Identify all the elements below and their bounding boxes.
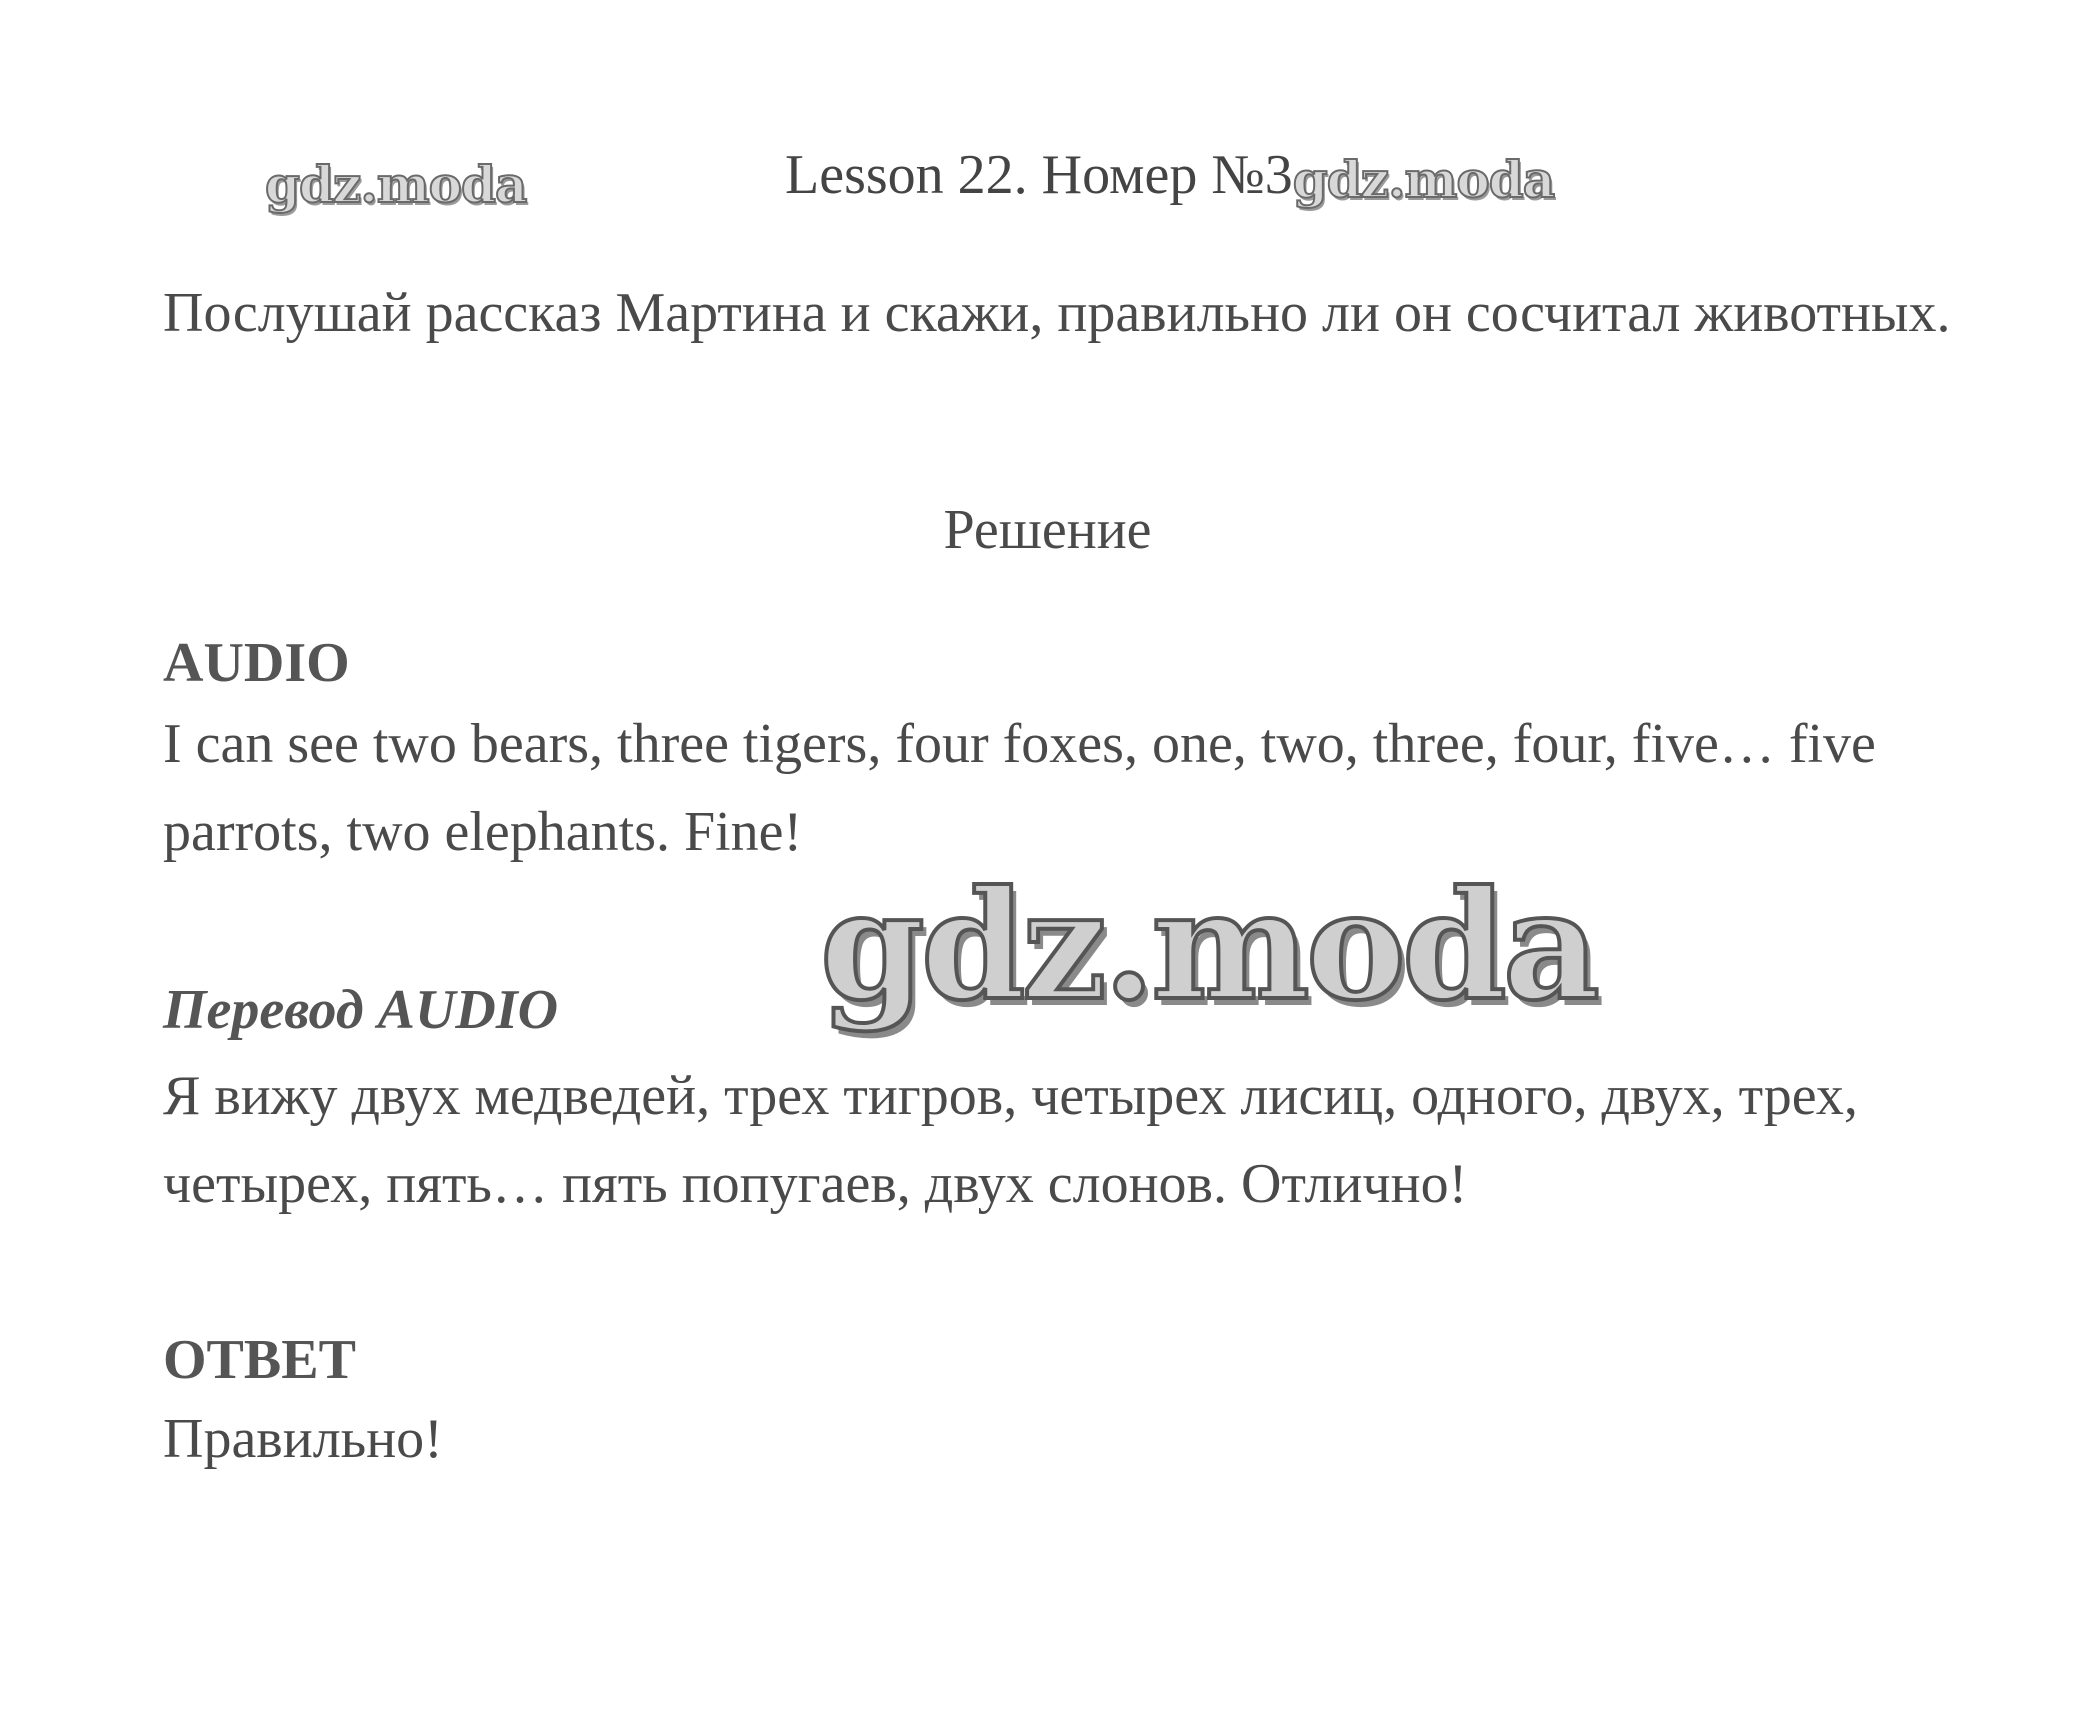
audio-text: I can see two bears, three tigers, four foxes, one, two, three, four, five… five parrots, two elephants. Fine! [163, 713, 1876, 863]
task-statement: Послушай рассказ Мартина и скажи, правильно ли он сосчитал животных. [163, 282, 1951, 344]
watermark-logo-top-right: gdz.moda [1292, 150, 1555, 209]
watermark-logo-top-left: gdz.moda [265, 155, 527, 214]
solution-heading [0, 495, 2100, 565]
answer-heading: ОТВЕТ [163, 1329, 356, 1391]
translation-heading: Перевод AUDIO [163, 979, 559, 1041]
solution-heading-text: Решение [943, 499, 1152, 561]
page-title [785, 140, 1554, 211]
audio-heading: AUDIO [163, 632, 350, 694]
answer-text: Правильно! [163, 1408, 443, 1470]
page-title-text: Lesson 22. Номер №3 [785, 144, 1293, 206]
translation-text: Я вижу двух медведей, трех тигров, четырех лисиц, одного, двух, трех, четырех, пять… пять попугаев, двух слонов. Отлично! [163, 1065, 1858, 1215]
watermark-logo-center: gdz.moda [820, 858, 1597, 1034]
